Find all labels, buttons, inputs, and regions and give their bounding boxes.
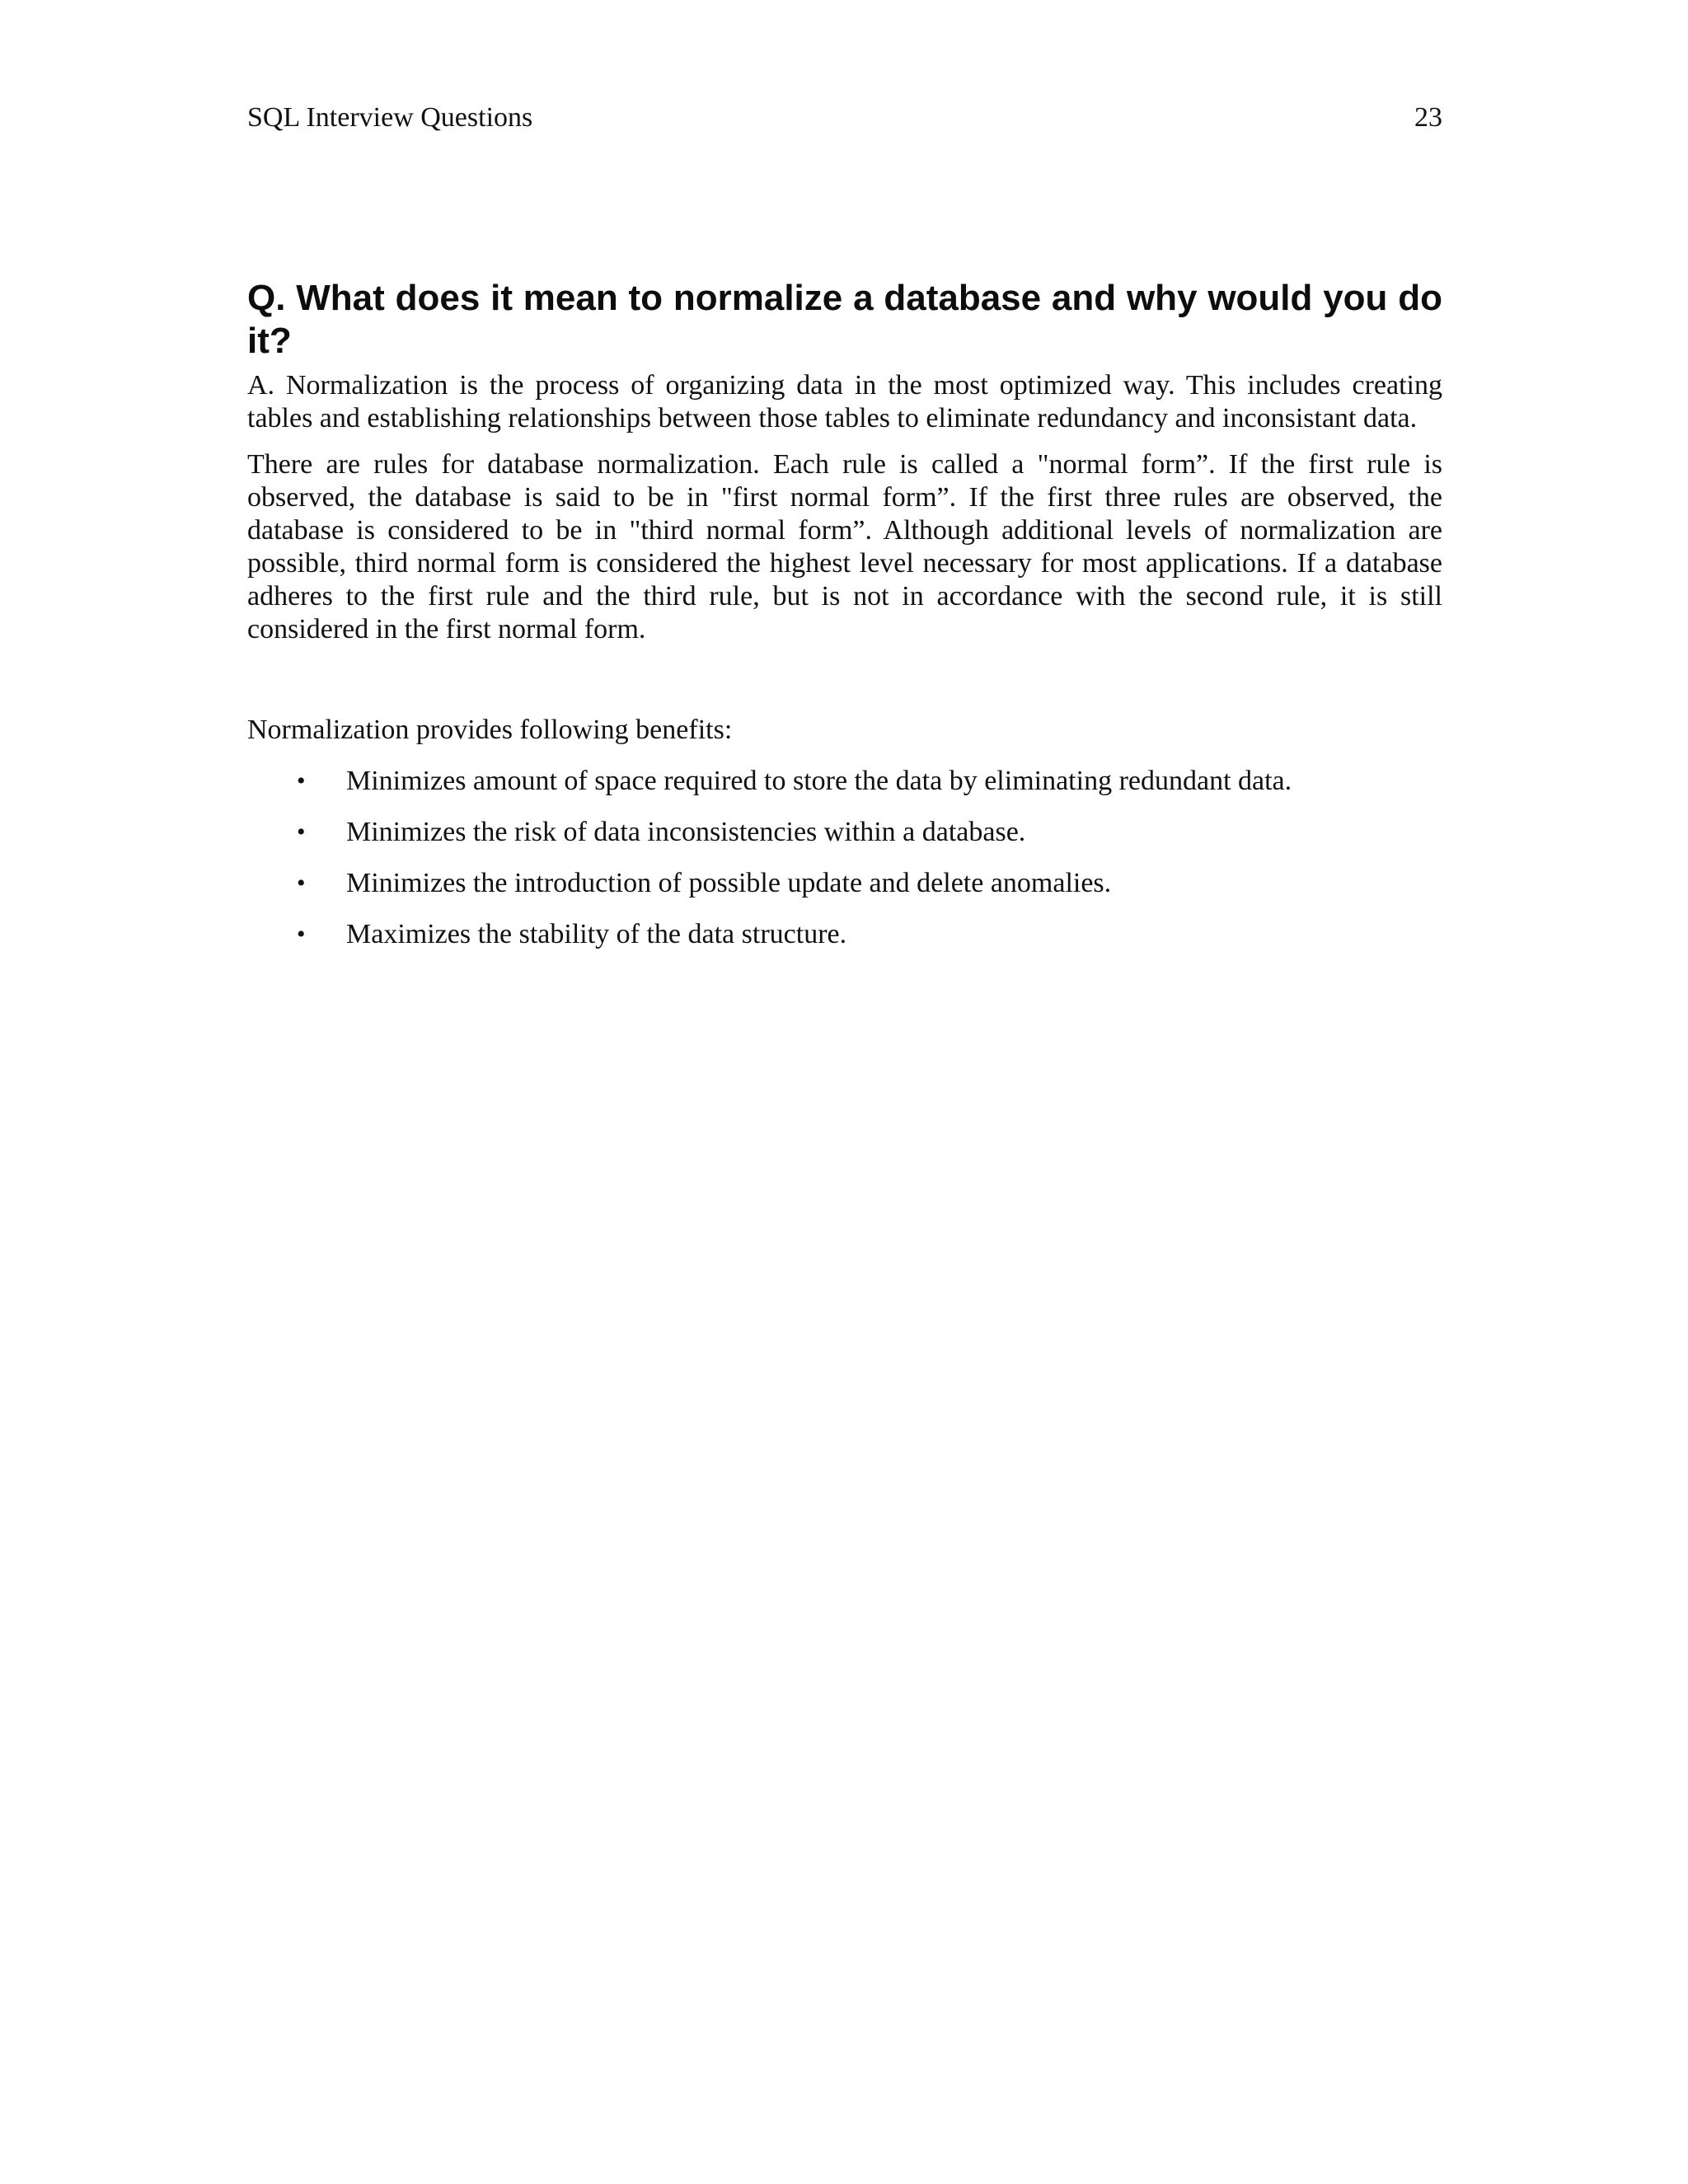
answer-paragraph-1: A. Normalization is the process of organizing data in the most optimized way. This includes creating tables and establishing relationships between those tables to eliminate redundancy and inconsistant data. <box>247 370 1442 434</box>
page-content <box>247 277 1442 969</box>
benefits-list <box>247 765 1442 951</box>
list-item-text: Minimizes the introduction of possible update and delete anomalies. <box>346 868 1112 898</box>
bullet-icon: • <box>297 869 306 897</box>
list-item <box>247 867 1442 900</box>
running-header <box>247 97 1442 138</box>
bullet-icon: • <box>297 818 306 846</box>
list-item-text: Minimizes amount of space required to store the data by eliminating redundant data. <box>346 766 1292 796</box>
answer-paragraph-2: There are rules for database normalization. Each rule is called a "normal form”. If the first rule is observed, the database is said to be in "first normal form”. If the first three rules are observed, the database is considered to be in "third normal form”. Although additional levels of normalization are possible, third normal form is considered the highest level necessary for most applications. If a database adheres to the first rule and the third rule, but is not in accordance with the second rule, it is still considered in the first normal form. <box>247 449 1442 644</box>
benefits-intro: Normalization provides following benefits: <box>247 715 733 745</box>
page-number: 23 <box>1414 102 1442 133</box>
question-heading: Q. What does it mean to normalize a database and why would you do it? <box>247 278 1442 361</box>
bullet-icon: • <box>297 767 306 794</box>
list-item-text: Maximizes the stability of the data structure. <box>346 919 847 949</box>
header-title: SQL Interview Questions <box>247 102 533 133</box>
bullet-icon: • <box>297 921 306 948</box>
list-item <box>247 918 1442 951</box>
list-item-text: Minimizes the risk of data inconsistencies within a database. <box>346 817 1026 847</box>
list-item <box>247 765 1442 798</box>
list-item <box>247 816 1442 849</box>
